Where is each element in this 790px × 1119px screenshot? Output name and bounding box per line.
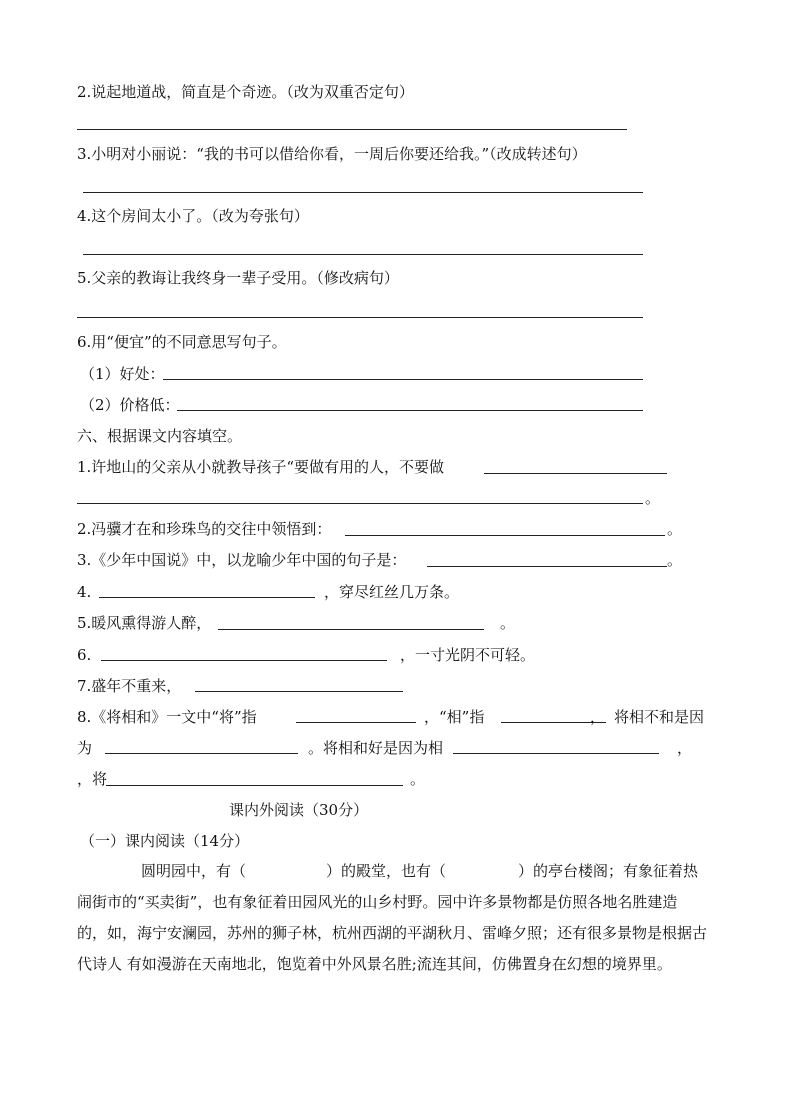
answer-line-6-2[interactable]: [177, 410, 643, 411]
question-3: 3.小明对小丽说：“我的书可以借给你看，一周后你要还给我。”（改成转述句）: [77, 145, 587, 163]
fill-8-a: 8.《将相和》一文中“将”指: [77, 708, 257, 726]
section-6-heading: 六、根据课文内容填空。: [77, 427, 243, 445]
fill-3: 3.《少年中国说》中，以龙喻少年中国的句子是：: [77, 551, 407, 569]
fill-4-blank[interactable]: [99, 597, 315, 598]
fill-5: 5.暖风熏得游人醉，: [77, 614, 212, 632]
fill-8-f: 。将相和好是因为相: [308, 739, 444, 757]
reading-title: 课内外阅读（30分）: [229, 801, 369, 819]
fill-4-text: ，穿尽红丝几万条。: [324, 583, 460, 601]
passage-part-b: ）的殿堂，也有（: [326, 862, 447, 880]
fill-3-blank[interactable]: [427, 566, 667, 567]
fill-8-e: 为: [77, 739, 93, 757]
fill-8-h: ，将: [77, 770, 108, 788]
question-4: 4.这个房间太小了。（改为夸张句）: [77, 207, 309, 225]
question-6: 6.用“便宜”的不同意思写句子。: [77, 333, 287, 351]
fill-8-b: ，“相”指: [424, 708, 485, 726]
answer-line-5[interactable]: [77, 317, 643, 318]
fill-5-end: 。: [500, 614, 516, 632]
reading-subtitle: （一）课内阅读（14分）: [80, 832, 250, 850]
reading-passage: [77, 856, 707, 980]
fill-8-g: ，: [677, 739, 693, 757]
fill-1-blank-b[interactable]: [77, 503, 643, 504]
question-6-1: （1）好处：: [80, 365, 165, 383]
answer-line-3[interactable]: [83, 192, 643, 193]
fill-5-blank[interactable]: [218, 629, 484, 630]
question-2: 2.说起地道战，简直是个奇迹。（改为双重否定句）: [77, 83, 414, 101]
fill-7-blank[interactable]: [195, 691, 403, 692]
fill-3-end: 。: [667, 551, 683, 569]
fill-6-blank[interactable]: [101, 660, 387, 661]
passage-part-a: 圆明园中，有（: [141, 862, 247, 880]
answer-line-6-1[interactable]: [163, 379, 643, 380]
fill-8-c: ，: [590, 708, 606, 726]
fill-8-i: 。: [410, 770, 426, 788]
passage-part-c: ）的亭台楼阁；有象征着热闹街市的“买卖街”，也有象征着田园风光的山乡村野。园中许多景物都是仿照各地名胜建造的，如，海宁安澜园，苏州的狮子林，杭州西湖的平湖秋月、雷峰夕照；还有很多景物是根据古代诗人 有如漫游在天南地北，饱览着中外风景名胜;流连其间，仿佛置身在幻想的境界里。: [77, 862, 708, 973]
fill-6-num: 6.: [77, 646, 92, 664]
fill-1-end: 。: [645, 489, 661, 507]
fill-8-blank-a[interactable]: [296, 722, 416, 723]
fill-4-num: 4.: [77, 583, 92, 601]
fill-8-d: 将相不和是因: [614, 708, 705, 726]
answer-line-4[interactable]: [83, 254, 643, 255]
fill-8-blank-c[interactable]: [105, 753, 298, 754]
fill-1-blank-a[interactable]: [484, 473, 667, 474]
fill-2-blank[interactable]: [345, 535, 665, 536]
question-6-2: （2）价格低：: [80, 396, 180, 414]
fill-2: 2.冯骥才在和珍珠鸟的交往中领悟到：: [77, 520, 332, 538]
fill-2-end: 。: [667, 520, 683, 538]
fill-1: 1.许地山的父亲从小就教导孩子“要做有用的人，不要做: [77, 458, 444, 476]
question-5: 5.父亲的教诲让我终身一辈子受用。（修改病句）: [77, 269, 399, 287]
fill-7: 7.盛年不重来，: [77, 677, 182, 695]
fill-6-text: ，一寸光阴不可轻。: [400, 646, 536, 664]
fill-8-blank-e[interactable]: [106, 785, 403, 786]
answer-line-2[interactable]: [77, 129, 627, 130]
fill-8-blank-d[interactable]: [453, 753, 659, 754]
